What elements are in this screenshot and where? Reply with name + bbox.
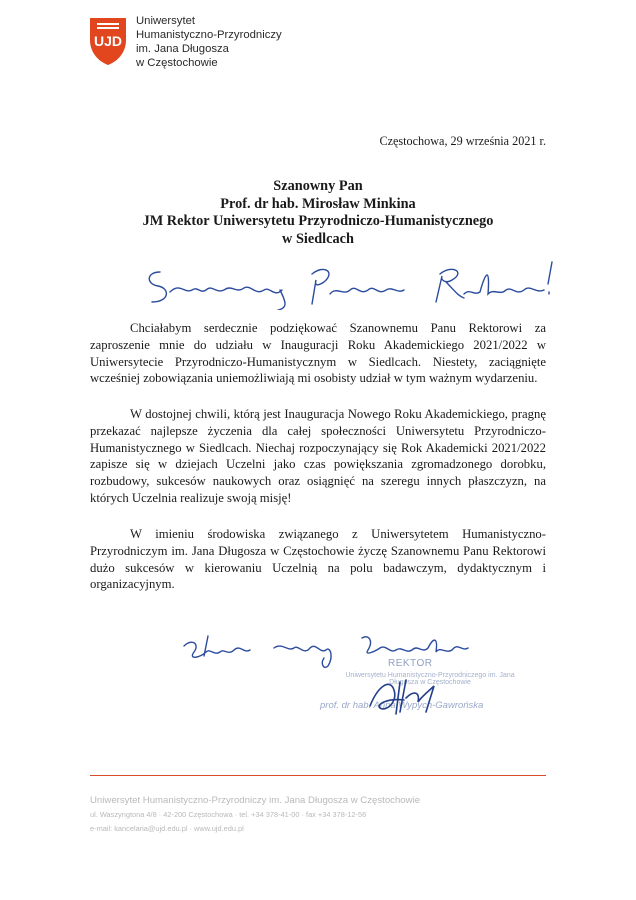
footer [90, 794, 550, 836]
stamp-signatory-name: prof. dr hab. Anna Wypych-Gawrońska [320, 700, 484, 711]
footer-address: ul. Waszyngtona 4/8 · 42-200 Częstochowa · tel. +34 378-41-00 · fax +34 378-12-56 [90, 810, 367, 819]
handwritten-closing [178, 622, 498, 672]
university-name-line: im. Jana Długosza [136, 43, 229, 55]
university-name-line: Uniwersytet [136, 15, 196, 27]
body-paragraph: W imieniu środowiska związanego z Uniwersytetem Humanistyczno-Przyrodniczym im. Jana Długosza w Częstochowie życzę Szanownemu Panu Rektorowi dużo sukcesów w kierowaniu Uczelnią na polu badawczym, dydaktycznym i organizacyjnym. [90, 527, 546, 592]
recipient-block [90, 178, 546, 248]
signature [360, 668, 450, 718]
recipient-line: Prof. dr hab. Mirosław Minkina [220, 195, 416, 212]
body-paragraph: Chciałabym serdecznie podziękować Szanownemu Panu Rektorowi za zaproszenie mnie do udziału w Inauguracji Roku Akademickiego 2021/2022 w Uniwersytecie Przyrodniczo-Humanistycznym w Siedlcach. Niestety, zaciągnięte wcześniej zobowiązania uniemożliwiają mi osobisty udział w tym ważnym wydarzeniu. [90, 321, 546, 386]
place-date: Częstochowa, 29 września 2021 r. [379, 134, 546, 148]
crest-letters: UJD [93, 33, 123, 49]
recipient-line: w Siedlcach [282, 230, 354, 247]
body-paragraph: W dostojnej chwili, którą jest Inauguracja Nowego Roku Akademickiego, pragnę przekazać najlepsze życzenia dla całej społeczności Uniwersytetu Przyrodniczo-Humanistycznego w Siedlcach. Niechaj rozpoczynający się Rok Akademicki 2021/2022 zapisze się w dziejach Uczelni jako czas powiększania zgromadzonego dorobku, rozbudowy, sukcesów naukowych oraz osiągnięć na szeregu innych płaszczyzn, na których Uczelnia realizuje swoją misję! [90, 407, 546, 505]
university-name-line: w Częstochowie [136, 57, 218, 69]
stamp-institution: Uniwersytetu Humanistyczno-Przyrodniczego im. Jana Długosza w Częstochowie [345, 672, 515, 686]
footer-university: Uniwersytet Humanistyczno-Przyrodniczy im. Jana Długosza w Częstochowie [90, 795, 421, 806]
university-name-line: Humanistyczno-Przyrodniczy [136, 29, 282, 41]
footer-divider [90, 775, 546, 776]
university-name [136, 14, 356, 70]
university-crest-icon [88, 16, 128, 66]
handwritten-salutation [140, 250, 560, 310]
recipient-line: Szanowny Pan [273, 178, 363, 194]
footer-contact: e-mail: kancelaria@ujd.edu.pl · www.ujd.edu.pl [90, 824, 244, 833]
stamp-title: REKTOR [388, 658, 433, 669]
recipient-line: JM Rektor Uniwersytetu Przyrodniczo-Humanistycznego [142, 213, 494, 229]
